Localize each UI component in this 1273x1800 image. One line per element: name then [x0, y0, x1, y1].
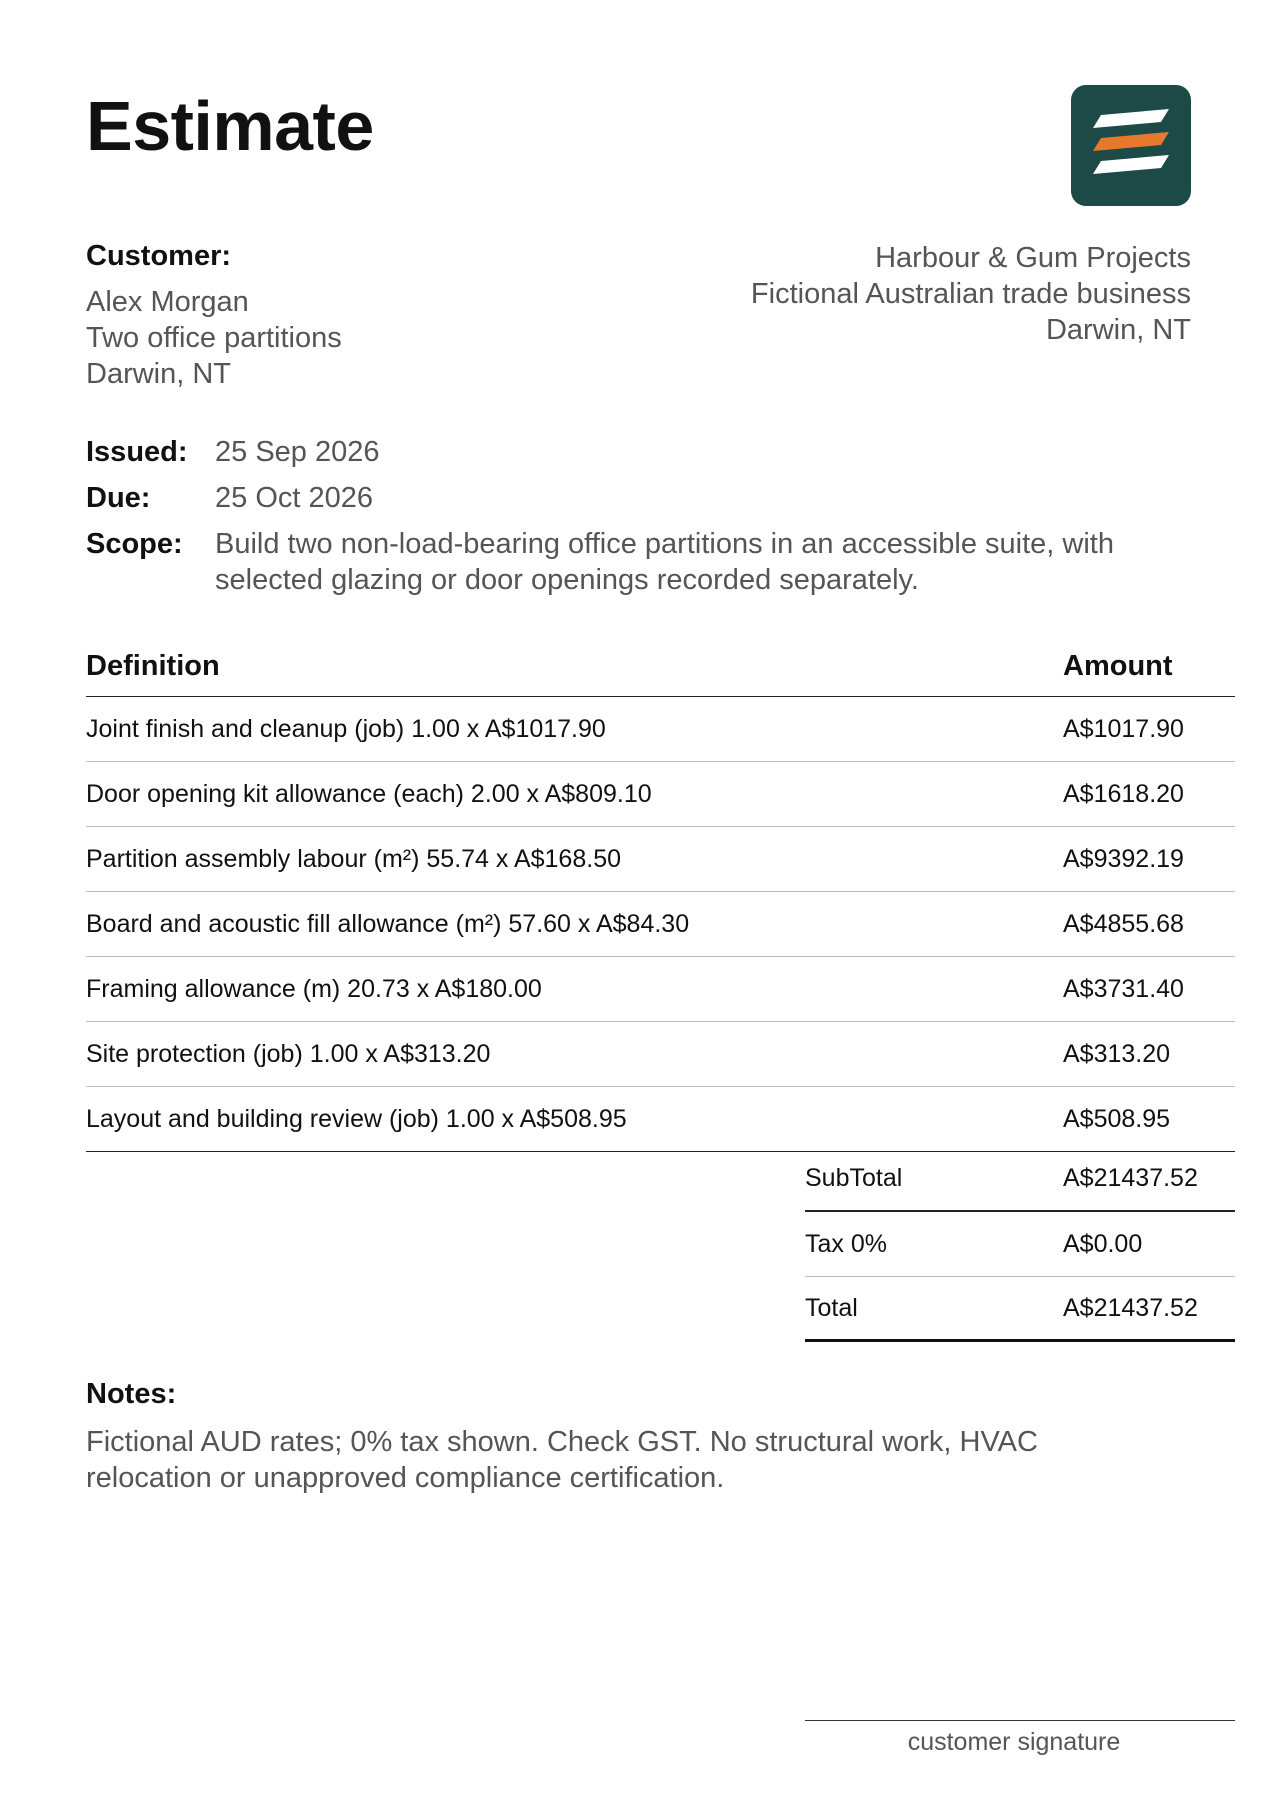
customer-details	[86, 284, 342, 392]
table-row	[86, 827, 1235, 892]
total-row	[805, 1277, 1235, 1342]
table-row	[86, 1087, 1235, 1152]
business-location: Darwin, NT	[1045, 314, 1191, 346]
row-amount: A$9392.19	[1063, 844, 1184, 873]
column-header-amount: Amount	[1063, 650, 1173, 682]
issued-label: Issued:	[86, 436, 188, 468]
due-row	[86, 480, 1206, 516]
row-definition: Board and acoustic fill allowance (m²) 57.60 x A$84.30	[86, 909, 690, 938]
total-value: A$21437.52	[1063, 1293, 1198, 1322]
signature-line	[805, 1720, 1235, 1721]
row-definition: Framing allowance (m) 20.73 x A$180.00	[86, 974, 542, 1003]
row-definition: Partition assembly labour (m²) 55.74 x A$168.50	[86, 844, 621, 873]
stacked-layers-icon	[1071, 85, 1191, 206]
company-logo	[1071, 85, 1191, 206]
scope-text: Build two non-load-bearing office partitions in an accessible suite, with selected glazing or door openings recorded separately.	[215, 528, 1114, 596]
totals-block	[805, 1147, 1235, 1342]
tax-label: Tax 0%	[805, 1229, 887, 1258]
table-header	[86, 650, 1235, 697]
table-row	[86, 1022, 1235, 1087]
page-title: Estimate	[86, 87, 374, 165]
row-amount: A$4855.68	[1063, 909, 1184, 938]
subtotal-label: SubTotal	[805, 1164, 903, 1192]
notes-label: Notes:	[86, 1378, 177, 1410]
business-name: Harbour & Gum Projects	[875, 242, 1191, 274]
row-definition: Site protection (job) 1.00 x A$313.20	[86, 1039, 491, 1068]
tax-row	[805, 1212, 1235, 1277]
subtotal-value: A$21437.52	[1063, 1164, 1198, 1192]
notes-text: Fictional AUD rates; 0% tax shown. Check GST. No structural work, HVAC relocation or unapproved compliance certification.	[86, 1426, 1038, 1494]
signature-label: customer signature	[907, 1728, 1121, 1756]
issued-row	[86, 434, 1206, 470]
row-amount: A$1017.90	[1063, 714, 1184, 743]
customer-location: Darwin, NT	[86, 358, 232, 390]
total-label: Total	[805, 1293, 858, 1322]
table-row	[86, 957, 1235, 1022]
due-label: Due:	[86, 482, 151, 514]
column-header-definition: Definition	[86, 650, 220, 682]
row-definition: Joint finish and cleanup (job) 1.00 x A$1017.90	[86, 714, 606, 743]
scope-row	[86, 526, 1206, 598]
due-date: 25 Oct 2026	[215, 482, 373, 514]
business-tagline: Fictional Australian trade business	[750, 278, 1191, 310]
row-definition: Layout and building review (job) 1.00 x A$508.95	[86, 1104, 627, 1133]
tax-value: A$0.00	[1063, 1229, 1143, 1258]
issued-date: 25 Sep 2026	[215, 436, 380, 468]
row-amount: A$508.95	[1063, 1104, 1171, 1133]
row-amount: A$3731.40	[1063, 974, 1184, 1003]
row-definition: Door opening kit allowance (each) 2.00 x A$809.10	[86, 779, 652, 808]
scope-label: Scope:	[86, 528, 183, 560]
table-row	[86, 892, 1235, 957]
customer-name: Alex Morgan	[86, 286, 249, 318]
business-details	[751, 240, 1191, 348]
row-amount: A$313.20	[1063, 1039, 1171, 1068]
customer-label: Customer:	[86, 240, 232, 272]
table-row	[86, 697, 1235, 762]
row-amount: A$1618.20	[1063, 779, 1184, 808]
subtotal-row	[805, 1147, 1235, 1212]
customer-project: Two office partitions	[86, 322, 342, 354]
estimate-meta	[86, 434, 1206, 608]
table-row	[86, 762, 1235, 827]
line-items-table	[86, 650, 1235, 1152]
